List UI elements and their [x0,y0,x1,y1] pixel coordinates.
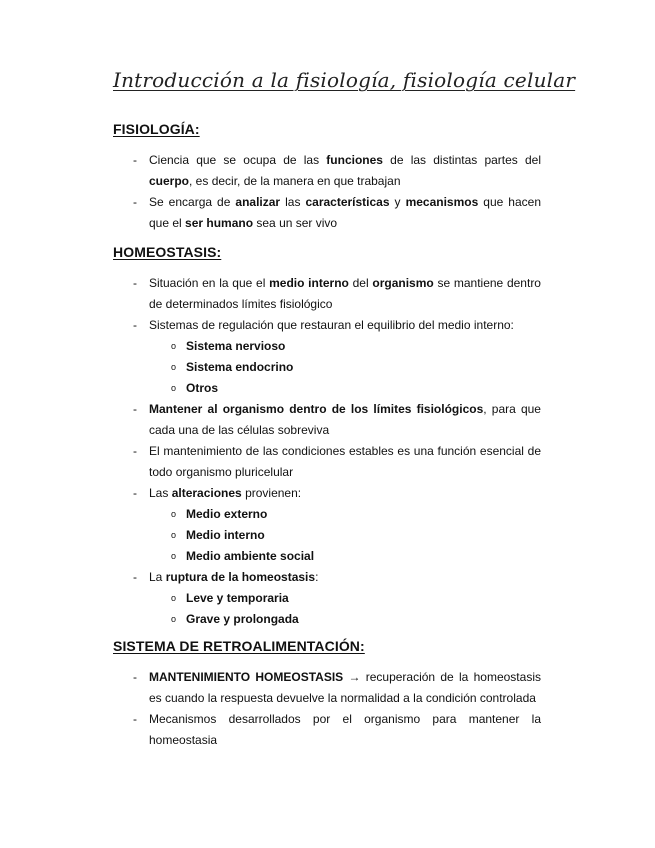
dash-bullet-icon: - [133,318,137,332]
fisiologia-list [133,150,541,234]
list-item: - El mantenimiento de las condiciones estables es una función esencial de todo organismo pluricelular [133,441,541,483]
dash-bullet-icon: - [133,570,137,584]
sub-list-item: o Medio ambiente social [133,546,541,567]
list-item: - Las alteraciones provienen: [133,483,541,504]
dash-bullet-icon: - [133,670,137,684]
sub-list-item: o Medio interno [133,525,541,546]
circle-bullet-icon: o [171,593,177,603]
circle-bullet-icon: o [171,509,177,519]
circle-bullet-icon: o [171,341,177,351]
list-item: - MANTENIMIENTO HOMEOSTASIS → recuperación de la homeostasis es cuando la respuesta devuelve la normalidad a la condición controlada [133,667,541,709]
list-item: - Situación en la que el medio interno del organismo se mantiene dentro de determinados límites fisiológico [133,273,541,315]
circle-bullet-icon: o [171,551,177,561]
list-item: - Mantener al organismo dentro de los límites fisiológicos, para que cada una de las células sobreviva [133,399,541,441]
dash-bullet-icon: - [133,486,137,500]
circle-bullet-icon: o [171,614,177,624]
section-heading-fisiologia: FISIOLOGÍA: [113,121,200,137]
sub-list-item: o Sistema endocrino [133,357,541,378]
section-heading-homeostasis: HOMEOSTASIS: [113,244,222,260]
document-title: Introducción a la fisiología, fisiología celular [113,68,576,92]
circle-bullet-icon: o [171,530,177,540]
sub-list-item: o Medio externo [133,504,541,525]
list-item: - Sistemas de regulación que restauran el equilibrio del medio interno: [133,315,541,336]
sub-list-item: o Leve y temporaria [133,588,541,609]
dash-bullet-icon: - [133,276,137,290]
dash-bullet-icon: - [133,153,137,167]
dash-bullet-icon: - [133,402,137,416]
list-item: - La ruptura de la homeostasis: [133,567,541,588]
dash-bullet-icon: - [133,444,137,458]
list-item: - Mecanismos desarrollados por el organismo para mantener la homeostasia [133,709,541,751]
sub-list-item: o Grave y prolongada [133,609,541,630]
list-item: - Se encarga de analizar las características y mecanismos que hacen que el ser humano sea un ser vivo [133,192,541,234]
homeostasis-list [133,273,541,630]
list-item: - Ciencia que se ocupa de las funciones de las distintas partes del cuerpo, es decir, de la manera en que trabajan [133,150,541,192]
dash-bullet-icon: - [133,195,137,209]
retroalimentacion-list [133,667,541,751]
circle-bullet-icon: o [171,383,177,393]
circle-bullet-icon: o [171,362,177,372]
sub-list-item: o Otros [133,378,541,399]
section-heading-retroalimentacion: SISTEMA DE RETROALIMENTACIÓN: [113,638,365,654]
sub-list-item: o Sistema nervioso [133,336,541,357]
dash-bullet-icon: - [133,712,137,726]
